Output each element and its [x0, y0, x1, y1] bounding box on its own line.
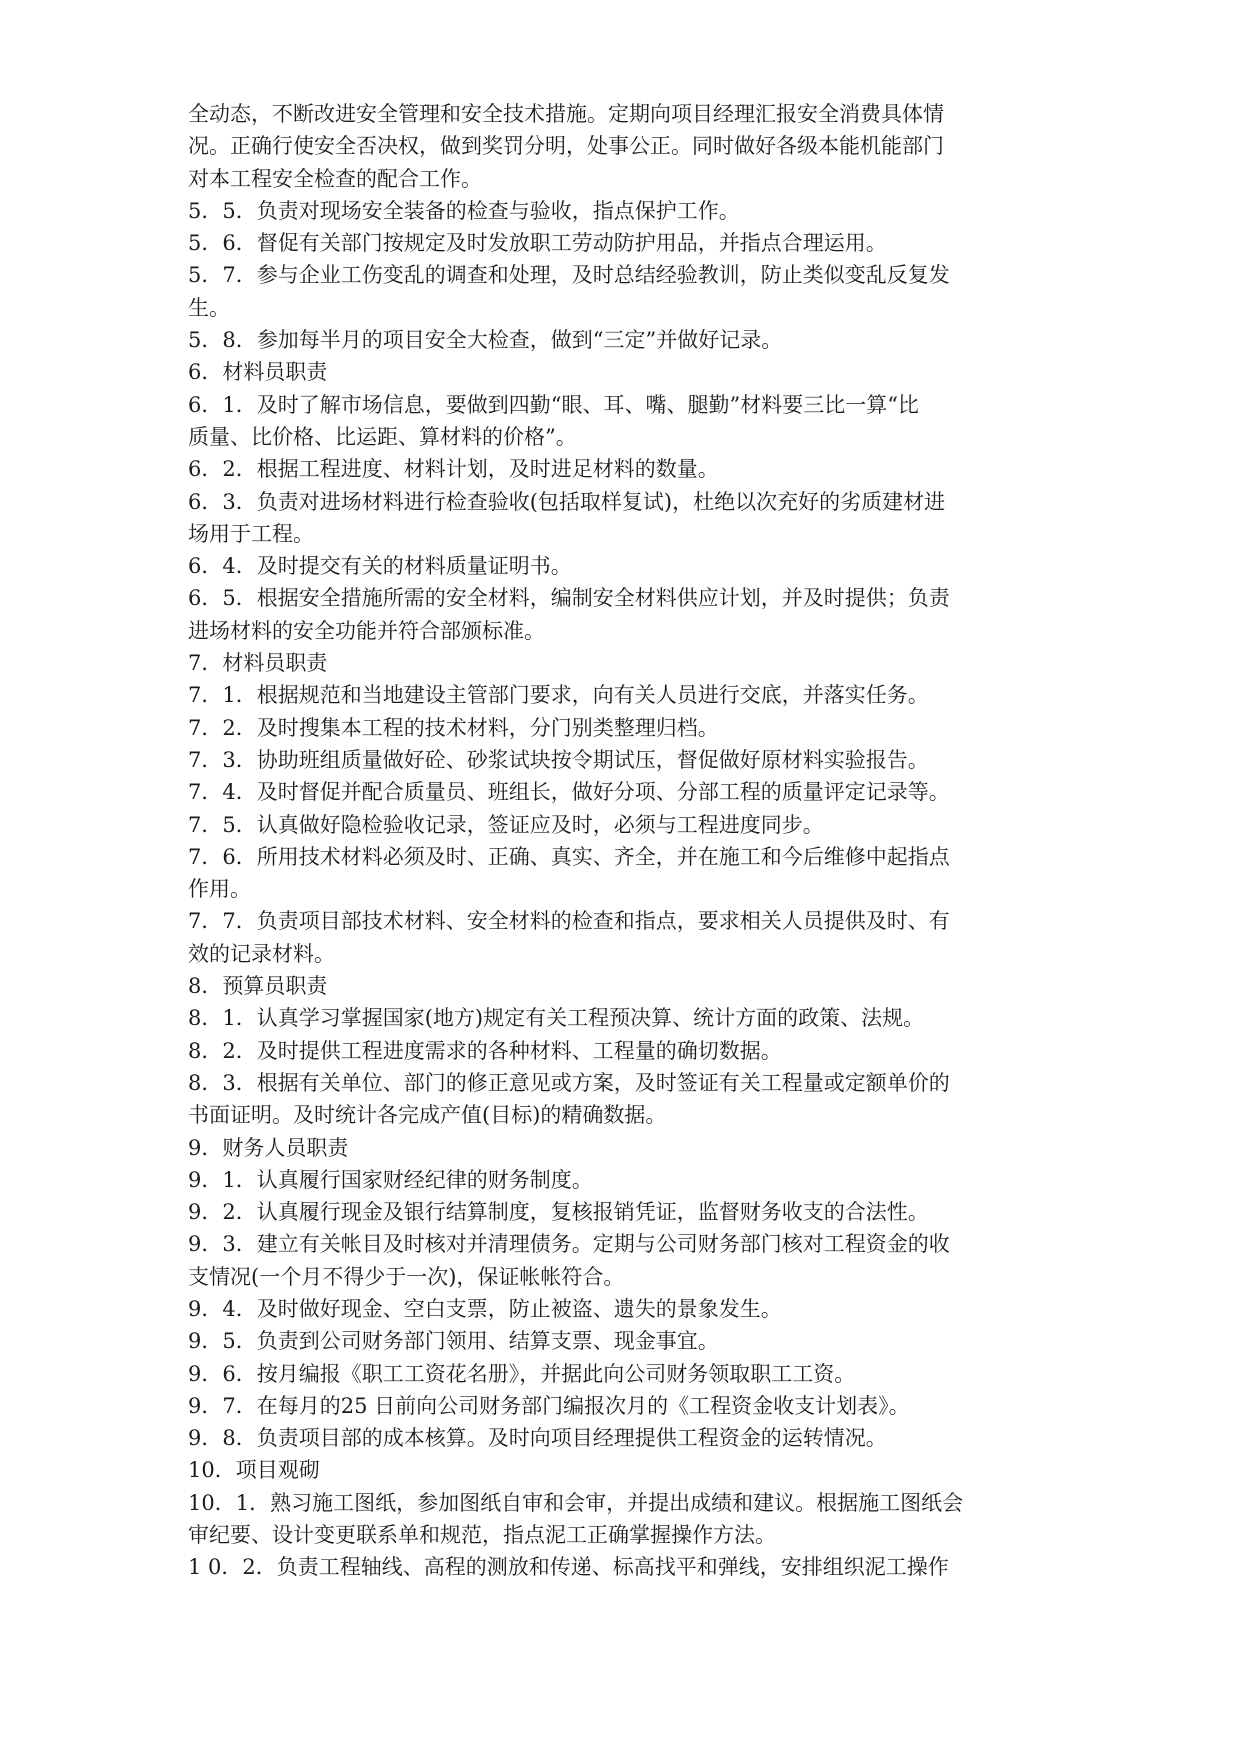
text-line: 作用。: [188, 877, 251, 902]
section-heading: 9．财务人员职责: [188, 1135, 349, 1160]
section-heading: 6．材料员职责: [188, 360, 328, 385]
text-line: 7．2．及时搜集本工程的技术材料，分门别类整理归档。: [188, 715, 719, 740]
text-line: 1 0．2．负责工程轴线、高程的测放和传递、标高找平和弹线，安排组织泥工操作: [188, 1555, 949, 1580]
text-line: 7．5．认真做好隐检验收记录，签证应及时，必须与工程进度同步。: [188, 812, 824, 837]
text-line: 7．1．根据规范和当地建设主管部门要求，向有关人员进行交底，并落实任务。: [188, 683, 929, 708]
text-line: 9．1．认真履行国家财经纪律的财务制度。: [188, 1167, 593, 1192]
text-line: 7．4．及时督促并配合质量员、班组长，做好分项、分部工程的质量评定记录等。: [188, 780, 950, 805]
text-line: 6．3．负责对进场材料进行检查验收(包括取样复试)，杜绝以次充好的劣质建材进: [188, 489, 946, 514]
section-heading: 10．项目观砌: [188, 1458, 320, 1483]
text-line: 9．2．认真履行现金及银行结算制度，复核报销凭证，监督财务收支的合法性。: [188, 1200, 929, 1225]
text-line: 9．5．负责到公司财务部门领用、结算支票、现金事宜。: [188, 1329, 719, 1354]
text-line: 5．6．督促有关部门按规定及时发放职工劳动防护用品，并指点合理运用。: [188, 231, 887, 256]
text-line: 9．3．建立有关帐目及时核对并清理债务。定期与公司财务部门核对工程资金的收: [188, 1232, 950, 1257]
text-line: 效的记录材料。: [188, 941, 335, 966]
text-line: 9．8．负责项目部的成本核算。及时向项目经理提供工程资金的运转情况。: [188, 1426, 887, 1451]
text-line: 支情况(一个月不得少于一次)，保证帐帐符合。: [188, 1264, 625, 1289]
text-line: 况。正确行使安全否决权，做到奖罚分明，处事公正。同时做好各级本能机能部门: [188, 134, 944, 159]
text-line: 8．3．根据有关单位、部门的修正意见或方案，及时签证有关工程量或定额单价的: [188, 1070, 950, 1095]
text-line: 全动态，不断改进安全管理和安全技术措施。定期向项目经理汇报安全消费具体情: [188, 102, 944, 126]
text-line: 9．4．及时做好现金、空白支票，防止被盗、遗失的景象发生。: [188, 1296, 782, 1321]
text-line: 5．5．负责对现场安全装备的检查与验收，指点保护工作。: [188, 198, 740, 223]
text-line: 6．2．根据工程进度、材料计划，及时进足材料的数量。: [188, 457, 719, 482]
section-heading: 7．材料员职责: [188, 651, 328, 676]
text-line: 8．2．及时提供工程进度需求的各种材料、工程量的确切数据。: [188, 1038, 782, 1063]
text-line: 进场材料的安全功能并符合部颁标准。: [188, 618, 545, 643]
text-line: 质量、比价格、比运距、算材料的价格”。: [188, 424, 577, 449]
text-line: 6．4．及时提交有关的材料质量证明书。: [188, 554, 572, 579]
text-line: 9．6．按月编报《职工工资花名册》，并据此向公司财务领取职工工资。: [188, 1361, 856, 1386]
text-line: 6．5．根据安全措施所需的安全材料，编制安全材料供应计划，并及时提供；负责: [188, 586, 950, 611]
text-line: 场用于工程。: [188, 521, 314, 546]
text-line: 6．1．及时了解市场信息，要做到四勤“眼、耳、嘴、腿勤”材料要三比一算“比: [188, 392, 919, 417]
text-line: 审纪要、设计变更联系单和规范，指点泥工正确掌握操作方法。: [188, 1523, 776, 1548]
text-line: 5．7．参与企业工伤变乱的调查和处理，及时总结经验教训，防止类似变乱反复发: [188, 263, 950, 288]
text-line: 生。: [188, 295, 230, 320]
text-line: 10．1．熟习施工图纸，参加图纸自审和会审，并提出成绩和建议。根据施工图纸会: [188, 1490, 964, 1515]
text-line: 7．3．协助班组质量做好砼、砂浆试块按令期试压，督促做好原材料实验报告。: [188, 747, 929, 772]
text-line: 对本工程安全检查的配合工作。: [188, 166, 482, 191]
text-line: 8．1．认真学习掌握国家(地方)规定有关工程预决算、统计方面的政策、法规。: [188, 1006, 925, 1031]
text-line: 7．6．所用技术材料必须及时、正确、真实、齐全，并在施工和今后维修中起指点: [188, 844, 950, 869]
text-line: 5．8．参加每半月的项目安全大检查，做到“三定”并做好记录。: [188, 328, 783, 353]
text-line: 7．7．负责项目部技术材料、安全材料的检查和指点，要求相关人员提供及时、有: [188, 909, 950, 934]
text-line: 9．7．在每月的25 日前向公司财务部门编报次月的《工程资金收支计划表》。: [188, 1393, 910, 1418]
body-text: [188, 98, 1078, 1584]
text-line: 书面证明。及时统计各完成产值(目标)的精确数据。: [188, 1103, 667, 1128]
section-heading: 8．预算员职责: [188, 974, 328, 999]
